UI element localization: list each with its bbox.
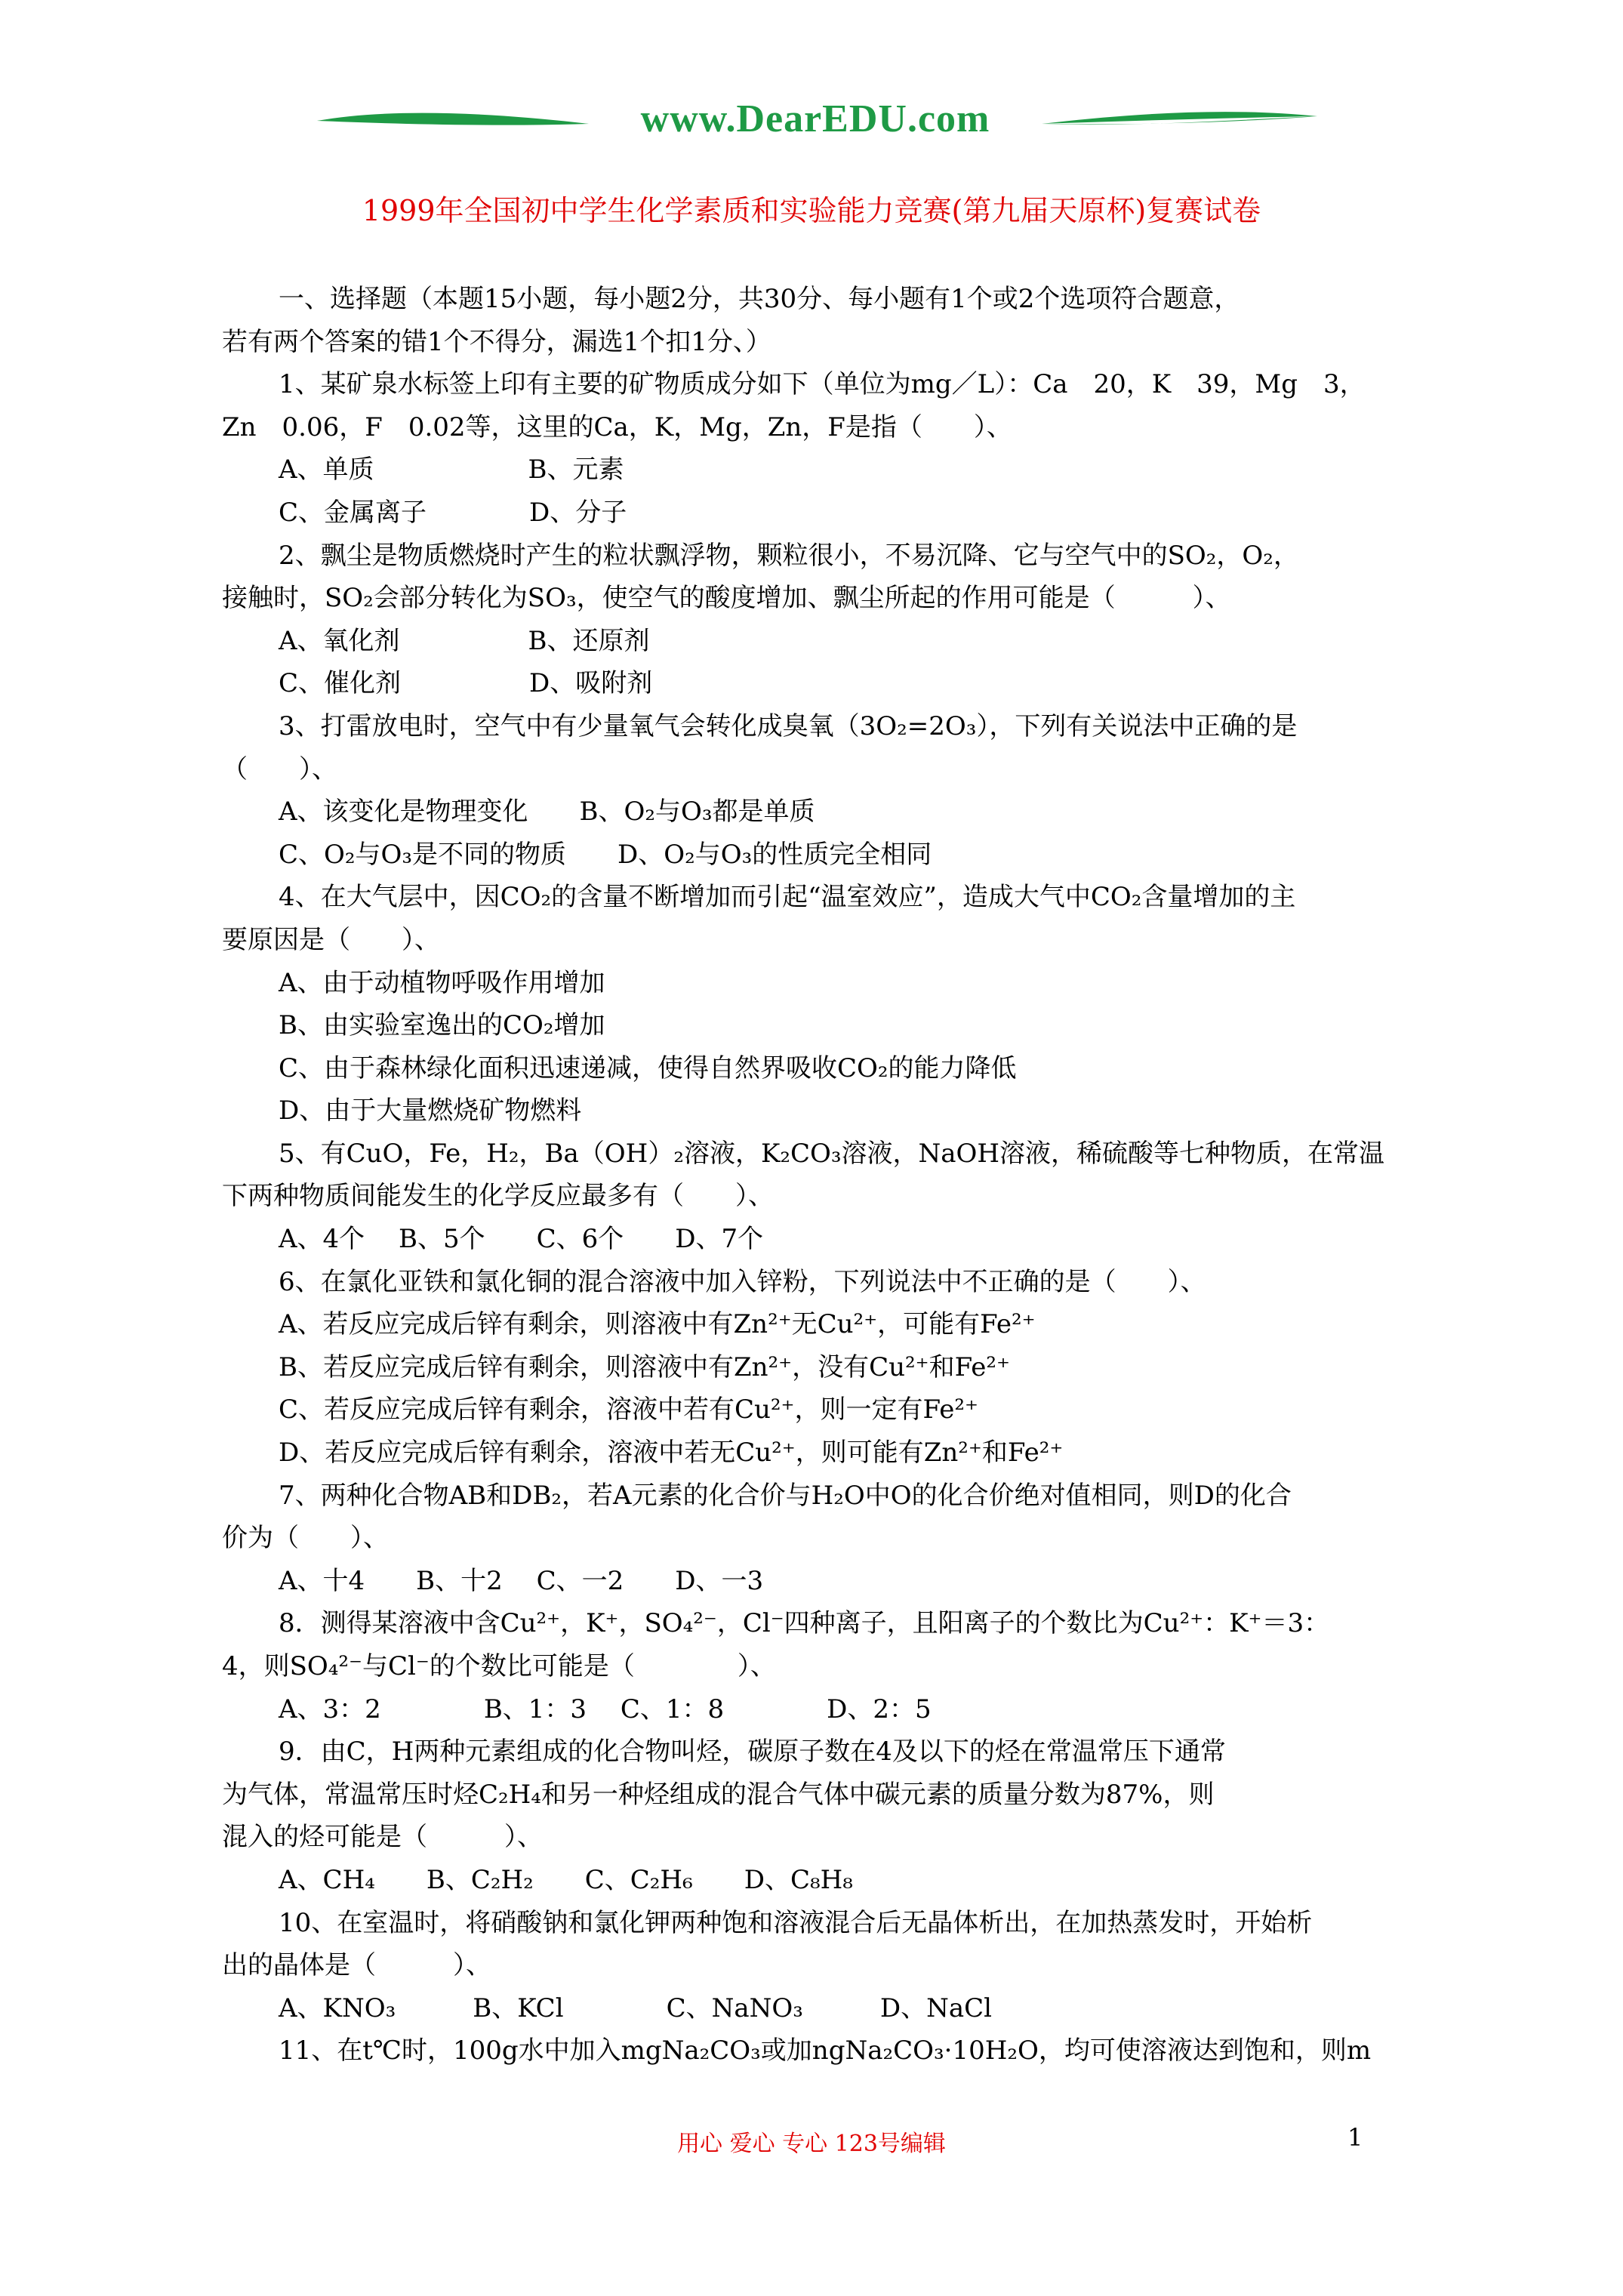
text-line: C、O₂与O₃是不同的物质 D、O₂与O₃的性质完全相同 xyxy=(279,839,932,870)
text-line: D、若反应完成后锌有剩余，溶液中若无Cu²⁺，则可能有Zn²⁺和Fe²⁺ xyxy=(279,1438,1064,1469)
text-line: 下两种物质间能发生的化学反应最多有（ ）、 xyxy=(222,1181,774,1212)
text-line: A、单质 B、元素 xyxy=(279,455,624,485)
text-line: （ ）、 xyxy=(222,754,337,784)
text-line: 4、在大气层中，因CO₂的含量不断增加而引起“温室效应”，造成大气中CO₂含量增加的主 xyxy=(279,882,1296,913)
text-line: C、若反应完成后锌有剩余，溶液中若有Cu²⁺，则一定有Fe²⁺ xyxy=(279,1395,978,1425)
text-line: B、若反应完成后锌有剩余，则溶液中有Zn²⁺，没有Cu²⁺和Fe²⁺ xyxy=(279,1351,1010,1382)
text-line: 11、在t℃时，100g水中加入mgNa₂CO₃或加ngNa₂CO₃·10H₂O，均可使溶液达到饱和，则m xyxy=(279,2036,1372,2066)
text-line: C、金属离子 D、分子 xyxy=(279,497,627,528)
text-line: 价为（ ）、 xyxy=(222,1523,389,1554)
page-title: 1999年全国初中学生化学素质和实验能力竞赛(第九届天原杯)复赛试卷 xyxy=(362,194,1261,227)
text-line: 7、两种化合物AB和DB₂，若A元素的化合价与H₂O中O的化合价绝对值相同，则D的化合 xyxy=(279,1480,1292,1511)
text-line: 6、在氯化亚铁和氯化铜的混合溶液中加入锌粉，下列说法中不正确的是（ ）、 xyxy=(279,1266,1206,1297)
text-line: 若有两个答案的错1个不得分，漏选1个扣1分、） xyxy=(222,326,771,357)
text-line: B、由实验室逸出的CO₂增加 xyxy=(279,1010,605,1041)
text-line: A、3：2 B、1：3 C、1：8 D、2：5 xyxy=(279,1693,932,1724)
text-line: 4，则SO₄²⁻与Cl⁻的个数比可能是（ ）、 xyxy=(222,1651,776,1681)
text-line: 一、选择题（本题15小题，每小题2分，共30分、每小题有1个或2个选项符合题意， xyxy=(279,284,1240,314)
text-line: 3、打雷放电时，空气中有少量氧气会转化成臭氧（3O₂=2O₃），下列有关说法中正确的是 xyxy=(279,710,1298,741)
text-line: A、CH₄ B、C₂H₂ C、C₂H₆ D、C₈H₈ xyxy=(279,1864,853,1895)
site-logo-text: www.DearEDU.com xyxy=(640,97,990,140)
text-line: C、催化剂 D、吸附剂 xyxy=(279,668,653,699)
text-line: 9．由C，H两种元素组成的化合物叫烃，碳原子数在4及以下的烃在常温常压下通常 xyxy=(279,1737,1226,1767)
text-line: A、若反应完成后锌有剩余，则溶液中有Zn²⁺无Cu²⁺，可能有Fe²⁺ xyxy=(279,1309,1036,1340)
text-line: A、该变化是物理变化 B、O₂与O₃都是单质 xyxy=(279,797,815,827)
text-line: A、氧化剂 B、还原剂 xyxy=(279,625,650,656)
text-line: 5、有CuO，Fe，H₂，Ba（OH）₂溶液，K₂CO₃溶液，NaOH溶液，稀硫酸等七种物质，在常温 xyxy=(279,1138,1385,1169)
text-line: 8．测得某溶液中含Cu²⁺，K⁺，SO₄²⁻，Cl⁻四种离子，且阳离子的个数比为Cu²⁺：K⁺＝3： xyxy=(279,1608,1330,1639)
text-line: 混入的烃可能是（ ）、 xyxy=(222,1822,543,1853)
text-line: 接触时，SO₂会部分转化为SO₃，使空气的酸度增加、飘尘所起的作用可能是（ ）、 xyxy=(222,583,1231,614)
text-line: A、十4 B、十2 C、一2 D、一3 xyxy=(279,1565,764,1596)
text-line: Zn 0.06，F 0.02等，这里的Ca，K，Mg，Zn，F是指（ ）、 xyxy=(222,411,1012,442)
text-line: 10、在室温时，将硝酸钠和氯化钾两种饱和溶液混合后无晶体析出，在加热蒸发时，开始析 xyxy=(279,1907,1313,1938)
text-line: 2、飘尘是物质燃烧时产生的粒状飘浮物，颗粒很小，不易沉降、它与空气中的SO₂，O₂， xyxy=(279,540,1299,571)
exam-body xyxy=(222,278,1422,2073)
footer-note: 用心 爱心 专心 123号编辑 xyxy=(677,2131,946,2157)
text-line: 1、某矿泉水标签上印有主要的矿物质成分如下（单位为mg／L）：Ca 20，K 39，Mg 3， xyxy=(279,369,1366,400)
text-line: 出的晶体是（ ）、 xyxy=(222,1950,491,1981)
text-line: A、4个 B、5个 C、6个 D、7个 xyxy=(279,1224,764,1255)
text-line: C、由于森林绿化面积迅速递减，使得自然界吸收CO₂的能力降低 xyxy=(279,1052,1017,1083)
text-line: 为气体，常温常压时烃C₂H₄和另一种烃组成的混合气体中碳元素的质量分数为87%，则 xyxy=(222,1779,1215,1810)
page-number: 1 xyxy=(1347,2123,1363,2152)
site-header xyxy=(302,91,1329,151)
text-line: A、由于动植物呼吸作用增加 xyxy=(279,967,605,998)
text-line: 要原因是（ ）、 xyxy=(222,924,440,955)
text-line: D、由于大量燃烧矿物燃料 xyxy=(279,1096,582,1126)
text-line: A、KNO₃ B、KCl C、NaNO₃ D、NaCl xyxy=(279,1992,993,2023)
